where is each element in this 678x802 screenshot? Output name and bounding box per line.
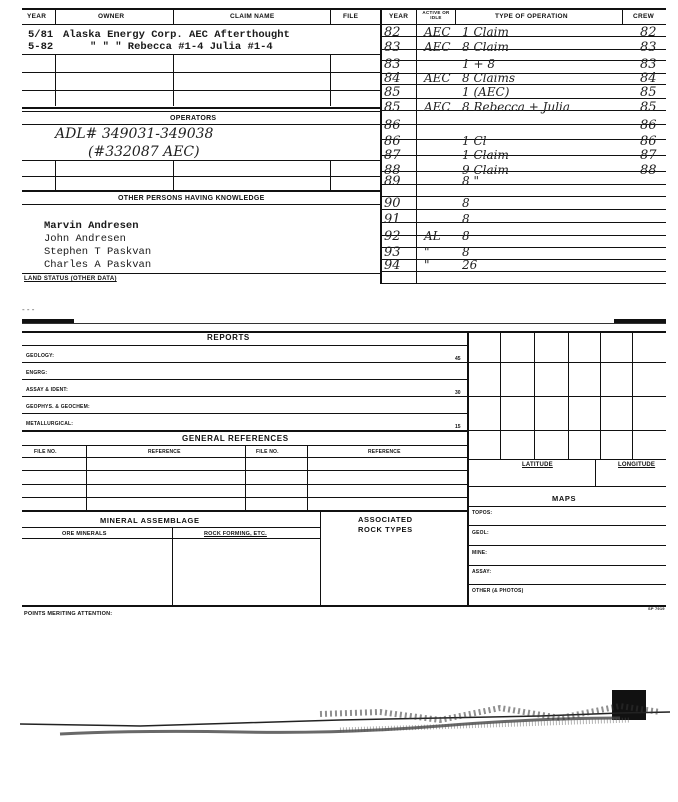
operators-title: OPERATORS — [170, 115, 217, 122]
divider — [330, 54, 331, 106]
owner-text-2: " " " Rebecca #1-4 Julia #1-4 — [90, 41, 273, 53]
rule — [468, 545, 666, 546]
land-status-label: LAND STATUS (OTHER DATA) — [24, 276, 117, 282]
rule — [22, 90, 380, 91]
col-file-no-2: FILE NO. — [256, 449, 279, 455]
ops-rule — [380, 24, 666, 25]
latitude-label: LATITUDE — [522, 462, 553, 468]
ops-rule — [380, 235, 666, 236]
owner-text-1: Alaska Energy Corp. AEC Afterthought — [63, 29, 290, 41]
points-meriting-attention: POINTS MERITING ATTENTION: — [24, 611, 113, 617]
ops-rule — [380, 196, 666, 197]
op-type: 8 — [462, 212, 470, 226]
operators-line-2: (#332087 AEC) — [88, 144, 200, 160]
rule — [468, 525, 666, 526]
op-status: AL — [424, 229, 441, 243]
rule — [22, 430, 468, 432]
coord-split — [595, 459, 596, 486]
report-geology: GEOLOGY: — [26, 353, 55, 359]
rule — [22, 413, 468, 414]
rock-types-label: ROCK TYPES — [358, 525, 413, 534]
header-active-idle: ACTIVE OR IDLE — [422, 10, 450, 20]
divider — [245, 445, 246, 510]
col-reference-2: REFERENCE — [368, 449, 401, 455]
coord-row — [468, 430, 666, 431]
scale-30: 30 — [455, 390, 461, 396]
op-type: 9 Claim — [462, 163, 509, 177]
ops-rule — [380, 73, 666, 74]
scale-45: 45 — [455, 356, 461, 362]
rule — [468, 584, 666, 585]
divider — [55, 54, 56, 106]
op-type: 1 + 8 — [462, 57, 495, 71]
rule — [468, 506, 666, 507]
person-1: Marvin Andresen — [44, 220, 139, 232]
op-crew: 88 — [640, 163, 657, 178]
rule — [22, 273, 380, 274]
ops-rule — [380, 259, 666, 260]
ops-rule — [380, 171, 666, 172]
divider-main — [380, 9, 382, 284]
col-reference-1: REFERENCE — [148, 449, 181, 455]
rule — [22, 54, 380, 55]
divider — [173, 160, 174, 190]
divider — [622, 9, 623, 25]
divider — [173, 9, 174, 25]
report-geophys: GEOPHYS. & GEOCHEM: — [26, 404, 90, 410]
header-crew: CREW — [633, 13, 655, 20]
ops-rule — [380, 98, 666, 99]
op-crew: 85 — [640, 85, 657, 100]
rock-forming-label: ROCK FORMING, ETC. — [204, 531, 267, 537]
top-border — [22, 8, 666, 10]
op-status: AEC — [424, 100, 451, 114]
op-year: 83 — [384, 57, 401, 72]
maps-topos: TOPOS: — [472, 510, 493, 516]
form-number: SP 7919 — [648, 606, 665, 611]
ops-rule — [380, 184, 666, 185]
op-crew: 83 — [640, 57, 657, 72]
op-year: 89 — [384, 174, 401, 189]
op-type: 26 — [462, 258, 478, 272]
op-crew: 86 — [640, 118, 657, 133]
col-file-no-1: FILE NO. — [34, 449, 57, 455]
op-crew: 85 — [640, 100, 657, 115]
divider — [173, 54, 174, 106]
op-type: 8 — [462, 245, 470, 259]
op-crew: 84 — [640, 71, 657, 86]
op-year: 88 — [384, 163, 401, 178]
report-engrg: ENGRG: — [26, 370, 48, 376]
maps-assay: ASSAY: — [472, 569, 492, 575]
owner-year-1: 5/81 — [28, 29, 54, 41]
rule — [22, 605, 666, 607]
op-status: AEC — [424, 40, 451, 54]
op-type: 8 Claims — [462, 71, 515, 85]
ops-rule — [380, 222, 666, 223]
op-type: 1 Cl — [462, 134, 487, 148]
header-file: FILE — [343, 13, 359, 20]
op-year: 82 — [384, 25, 401, 40]
op-year: 84 — [384, 71, 401, 86]
op-crew: 82 — [640, 25, 657, 40]
report-assay: ASSAY & IDENT: — [26, 387, 68, 393]
operators-line-1: ADL# 349031-349038 — [55, 126, 214, 142]
rule — [22, 124, 380, 125]
header-claim-name: CLAIM NAME — [230, 13, 275, 20]
op-year: 86 — [384, 118, 401, 133]
op-type: 8 Rebecca + Julia — [462, 100, 571, 114]
op-year: 83 — [384, 40, 401, 55]
reports-title: REPORTS — [207, 333, 250, 342]
right-bar — [614, 319, 666, 323]
rule — [22, 362, 468, 363]
rule — [22, 538, 320, 539]
header-owner: OWNER — [98, 13, 125, 20]
divider — [55, 9, 56, 25]
ops-rule — [380, 247, 666, 248]
rule — [22, 379, 468, 380]
divider — [330, 9, 331, 25]
ops-rule — [380, 60, 666, 61]
ops-rule — [380, 49, 666, 50]
op-crew: 86 — [640, 134, 657, 149]
op-year: 93 — [384, 245, 401, 260]
op-year: 91 — [384, 212, 401, 227]
report-metallurgical: METALLURGICAL: — [26, 421, 74, 427]
maps-mine: MINE: — [472, 550, 488, 556]
op-type: 1 Claim — [462, 25, 509, 39]
ops-rule — [380, 84, 666, 85]
coord-row — [468, 459, 666, 460]
op-status: " — [424, 245, 430, 259]
person-2: John Andresen — [44, 233, 126, 245]
dash-mark: - - - — [22, 305, 35, 314]
rule — [22, 497, 468, 498]
op-year: 85 — [384, 85, 401, 100]
coord-row — [468, 362, 666, 363]
rule — [22, 527, 320, 528]
divider — [86, 445, 87, 510]
rule — [22, 176, 380, 177]
rule — [22, 204, 380, 205]
op-year: 90 — [384, 196, 401, 211]
op-status: AEC — [424, 25, 451, 39]
rule — [22, 160, 380, 161]
ops-rule — [380, 124, 666, 125]
mineral-title: MINERAL ASSEMBLAGE — [100, 516, 200, 525]
op-status: AEC — [424, 71, 451, 85]
rule — [22, 510, 468, 512]
ops-rule — [380, 209, 666, 210]
header-type-of-operation: TYPE OF OPERATION — [495, 13, 568, 20]
ops-rule — [380, 139, 666, 140]
rule — [22, 396, 468, 397]
op-year: 87 — [384, 148, 401, 163]
owner-year-2: 5-82 — [28, 41, 54, 53]
rule — [22, 111, 380, 112]
divider — [416, 9, 417, 284]
coord-row — [468, 396, 666, 397]
divider — [55, 160, 56, 190]
ops-rule — [380, 155, 666, 156]
longitude-label: LONGITUDE — [618, 462, 656, 468]
op-status: " — [424, 258, 430, 272]
rule — [468, 486, 666, 487]
knowledge-title: OTHER PERSONS HAVING KNOWLEDGE — [118, 195, 265, 202]
rule — [22, 72, 380, 73]
op-year: 85 — [384, 100, 401, 115]
rule — [22, 190, 380, 192]
divider — [307, 445, 308, 510]
maps-other: OTHER (& PHOTOS) — [472, 588, 524, 594]
op-type: 1 Claim — [462, 148, 509, 162]
ops-rule — [380, 36, 666, 37]
ore-minerals-label: ORE MINERALS — [62, 531, 107, 537]
maps-title: MAPS — [552, 494, 577, 503]
associated-label: ASSOCIATED — [358, 515, 413, 524]
op-crew: 87 — [640, 148, 657, 163]
maps-geol: GEOL: — [472, 530, 489, 536]
op-type: 8 " — [462, 174, 479, 188]
scale-15: 15 — [455, 424, 461, 430]
rule — [22, 107, 380, 109]
header-year: YEAR — [27, 13, 47, 20]
scan-noise — [20, 700, 670, 750]
mid-divider — [22, 323, 666, 324]
person-3: Stephen T Paskvan — [44, 246, 152, 258]
op-year: 94 — [384, 258, 401, 273]
op-type: 8 Claim — [462, 40, 509, 54]
header-year-ops: YEAR — [389, 13, 409, 20]
divider — [455, 9, 456, 25]
rule — [22, 470, 468, 471]
rule — [22, 345, 468, 346]
rule — [22, 331, 666, 333]
rule — [468, 565, 666, 566]
op-year: 92 — [384, 229, 401, 244]
ops-rule — [380, 271, 666, 272]
divider — [330, 160, 331, 190]
op-type: 8 — [462, 196, 470, 210]
divider — [172, 527, 173, 606]
op-type: 1 (AEC) — [462, 85, 510, 99]
op-type: 8 — [462, 229, 470, 243]
ops-rule — [380, 283, 666, 284]
person-4: Charles A Paskvan — [44, 259, 152, 271]
general-references-title: GENERAL REFERENCES — [182, 434, 289, 443]
op-year: 86 — [384, 134, 401, 149]
op-crew: 83 — [640, 40, 657, 55]
divider — [320, 511, 321, 606]
rule — [22, 484, 468, 485]
